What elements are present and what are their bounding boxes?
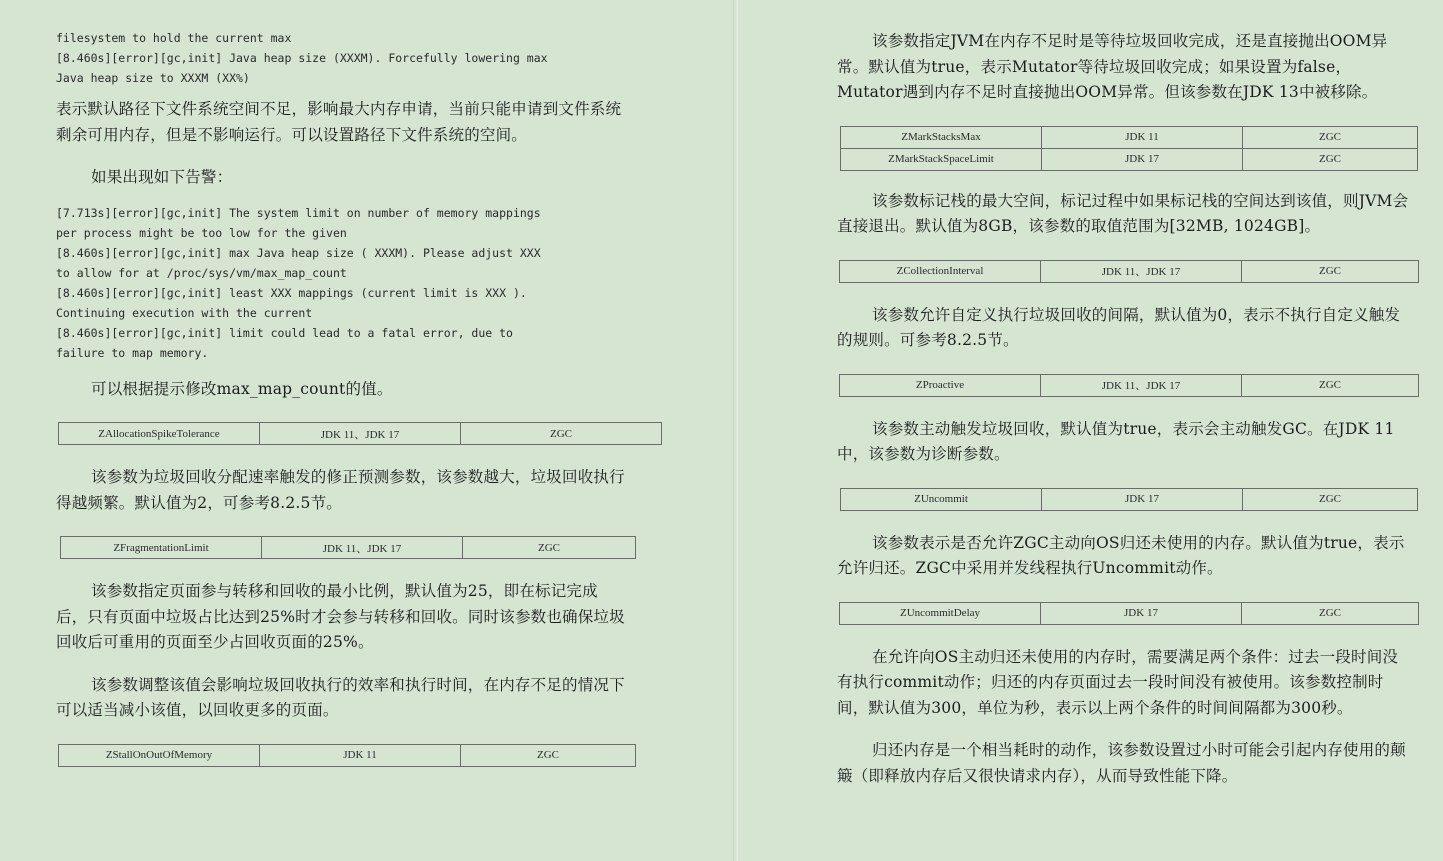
code-block-filesystem (56, 28, 733, 88)
code-line: filesystem to hold the current max (56, 31, 292, 45)
param-table-zstallonoutofmemory (58, 744, 636, 767)
paragraph-warning-intro: 如果出现如下告警： (91, 168, 233, 186)
paragraph-fragmentation-tuning: 该参数调整该值会影响垃圾回收执行的效率和执行时间，在内存不足的情况下可以适当减小该值，以回收更多的页面。 (56, 675, 625, 719)
param-name-cell: ZFragmentationLimit (61, 537, 262, 559)
paragraph-uncommit: 该参数表示是否允许ZGC主动向OS归还未使用的内存。默认值为true，表示允许归还。ZGC中采用并发线程执行Uncommit动作。 (837, 533, 1405, 577)
code-line: [8.460s][error][gc,init] Java heap size (XXXM). Forcefully lowering max (56, 51, 548, 65)
param-table-zuncommit (840, 488, 1418, 511)
paragraph-mark-stack-space: 该参数标记栈的最大空间，标记过程中如果标记栈的空间达到该值，则JVM会直接退出。默认值为8GB，该参数的取值范围为[32MB, 1024GB]。 (837, 191, 1409, 235)
paragraph-max-map-count: 可以根据提示修改max_map_count的值。 (91, 379, 393, 398)
paragraph-fragmentation-limit: 该参数指定页面参与转移和回收的最小比例，默认值为25，即在标记完成后，只有页面中垃圾占比达到25%时才会参与转移和回收。同时该参数也确保垃圾回收后可重用的页面至少占回收页面的25%。 (56, 582, 625, 651)
code-line: Continuing execution with the current (56, 305, 313, 320)
code-block-mappings (56, 203, 733, 363)
gc-cell: ZGC (1243, 488, 1418, 510)
table-row (59, 423, 662, 445)
param-table-zmarkstacks (840, 126, 1418, 171)
jdk-version-cell: JDK 11、JDK 17 (1041, 374, 1242, 396)
param-name-cell: ZCollectionInterval (840, 260, 1041, 282)
param-name-cell: ZStallOnOutOfMemory (59, 744, 260, 766)
code-line: [8.460s][error][gc,init] max Java heap size ( XXXM). Please adjust XXX (56, 245, 541, 260)
code-line: Java heap size to XXXM (XX%) (56, 71, 250, 85)
gc-cell: ZGC (1242, 260, 1419, 282)
table-row (840, 260, 1419, 282)
code-line: failure to map memory. (56, 345, 209, 360)
param-table-zproactive (839, 374, 1419, 397)
param-table-zfragmentationlimit (60, 536, 636, 559)
right-page (738, 0, 1443, 861)
table-row (841, 126, 1418, 148)
jdk-version-cell: JDK 11 (260, 744, 461, 766)
jdk-version-cell: JDK 11、JDK 17 (262, 537, 463, 559)
table-row (840, 602, 1419, 624)
param-table-zuncommitdelay (839, 602, 1419, 625)
jdk-version-cell: JDK 11、JDK 17 (1041, 260, 1242, 282)
param-name-cell: ZAllocationSpikeTolerance (59, 423, 260, 445)
gc-cell: ZGC (1242, 602, 1419, 624)
param-name-cell: ZMarkStacksMax (841, 126, 1042, 148)
paragraph-proactive: 该参数主动触发垃圾回收，默认值为true，表示会主动触发GC。在JDK 11中，该参数为诊断参数。 (837, 419, 1395, 463)
code-line: [8.460s][error][gc,init] least XXX mappings (current limit is XXX ). (56, 285, 527, 300)
table-row (841, 148, 1418, 170)
table-row (840, 374, 1419, 396)
jdk-version-cell: JDK 17 (1042, 488, 1243, 510)
paragraph-filesystem-note: 表示默认路径下文件系统空间不足，影响最大内存申请，当前只能申请到文件系统剩余可用内存，但是不影响运行。可以设置路径下文件系统的空间。 (56, 100, 622, 144)
gc-cell: ZGC (461, 744, 636, 766)
gc-cell: ZGC (461, 423, 662, 445)
code-line: to allow for at /proc/sys/vm/max_map_count (56, 265, 347, 280)
paragraph-stall-on-oom: 该参数指定JVM在内存不足时是等待垃圾回收完成，还是直接抛出OOM异常。默认值为true，表示Mutator等待垃圾回收完成；如果设置为false，Mutator遇到内存不足时直接抛出OOM异常。但该参数在JDK 13中被移除。 (837, 32, 1388, 101)
param-name-cell: ZUncommitDelay (840, 602, 1041, 624)
jdk-version-cell: JDK 17 (1042, 148, 1243, 170)
code-line: per process might be too low for the given (56, 225, 347, 240)
paragraph-uncommit-cost: 归还内存是一个相当耗时的动作，该参数设置过小时可能会引起内存使用的颠簸（即释放内存后又很快请求内存），从而导致性能下降。 (837, 741, 1406, 785)
jdk-version-cell: JDK 11、JDK 17 (260, 423, 461, 445)
table-row (841, 488, 1418, 510)
gc-cell: ZGC (1243, 126, 1418, 148)
gc-cell: ZGC (1243, 148, 1418, 170)
table-row (61, 537, 636, 559)
paragraph-uncommit-delay: 在允许向OS主动归还未使用的内存时，需要满足两个条件：过去一段时间没有执行commit动作；归还的内存页面过去一段时间没有被使用。该参数控制时间，默认值为300，单位为秒，表示以上两个条件的时间间隔都为300秒。 (837, 647, 1399, 717)
paragraph-spike-tolerance: 该参数为垃圾回收分配速率触发的修正预测参数，该参数越大，垃圾回收执行得越频繁。默认值为2，可参考8.2.5节。 (56, 468, 625, 512)
gc-cell: ZGC (463, 537, 636, 559)
jdk-version-cell: JDK 11 (1042, 126, 1243, 148)
paragraph-collection-interval: 该参数允许自定义执行垃圾回收的间隔，默认值为0，表示不执行自定义触发的规则。可参考8.2.5节。 (837, 305, 1401, 349)
param-table-zcollectioninterval (839, 260, 1419, 283)
param-name-cell: ZMarkStackSpaceLimit (841, 148, 1042, 170)
param-name-cell: ZUncommit (841, 488, 1042, 510)
param-table-zallocationspiketolerance (58, 422, 662, 445)
table-row (59, 744, 636, 766)
code-line: [8.460s][error][gc,init] limit could lead to a fatal error, due to (56, 325, 513, 340)
param-name-cell: ZProactive (840, 374, 1041, 396)
code-line: [7.713s][error][gc,init] The system limit on number of memory mappings (56, 205, 541, 220)
gc-cell: ZGC (1242, 374, 1419, 396)
jdk-version-cell: JDK 17 (1041, 602, 1242, 624)
